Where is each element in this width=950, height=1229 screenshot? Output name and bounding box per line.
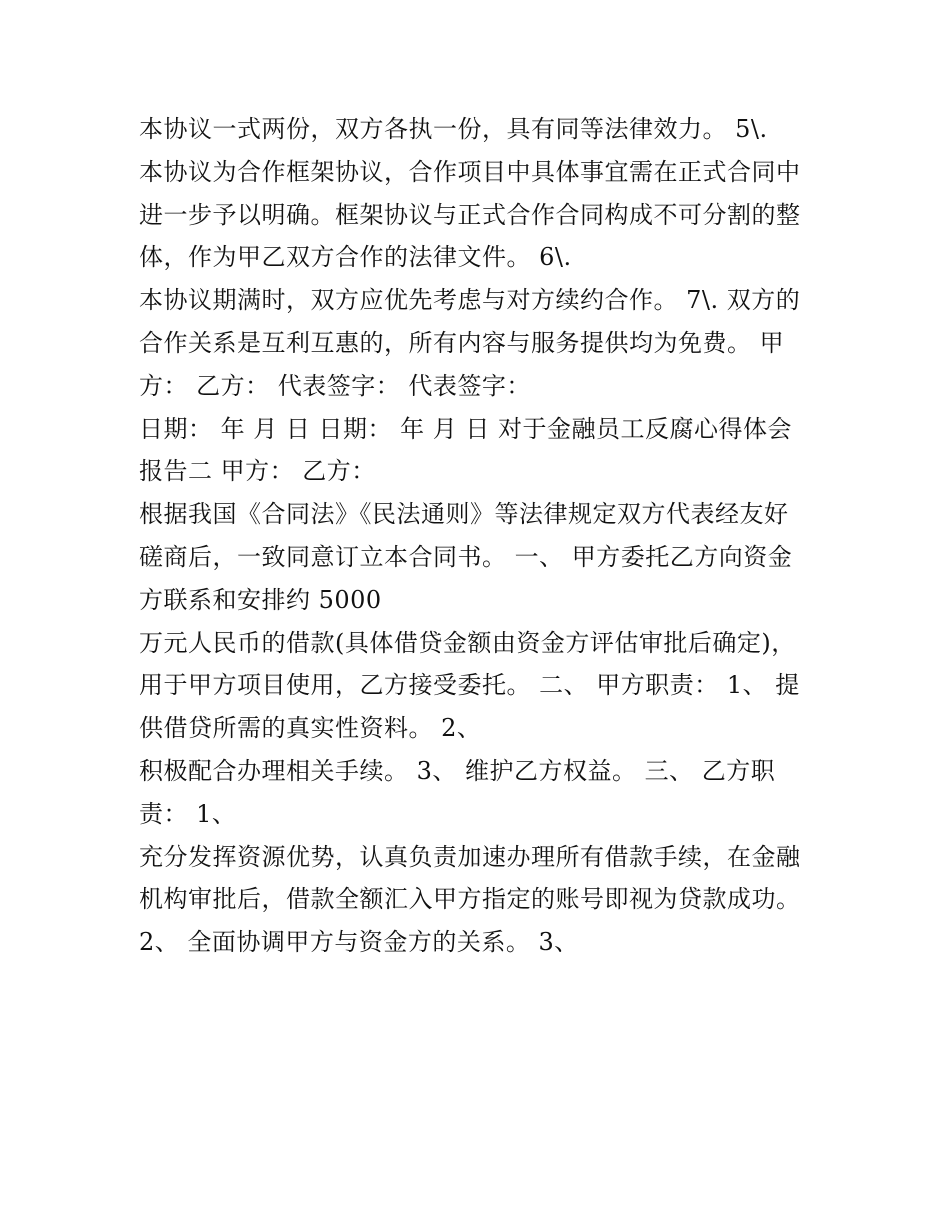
document-body xyxy=(139,108,829,964)
text-line-20: 2、 全面协调甲方与资金方的关系。 3、 xyxy=(139,928,579,957)
text-line-19: 机构审批后，借款全额汇入甲方指定的账号即视为贷款成功。 xyxy=(139,885,801,914)
text-line-1: 本协议一式两份，双方各执一份，具有同等法律效力。 5\. xyxy=(139,115,768,143)
text-line-11: 磋商后，一致同意订立本合同书。 一、 甲方委托乙方向资金 xyxy=(139,542,793,571)
text-line-6: 合作关系是互利互惠的，所有内容与服务提供均为免费。 甲 xyxy=(139,328,785,357)
text-line-8: 日期： 年 月 日 日期： 年 月 日 对于金融员工反腐心得体会 xyxy=(139,414,793,443)
text-line-17: 责： 1、 xyxy=(139,799,237,828)
text-line-3: 进一步予以明确。框架协议与正式合作合同构成不可分割的整 xyxy=(139,200,801,229)
text-line-15: 供借贷所需的真实性资料。 2、 xyxy=(139,714,482,743)
text-line-2: 本协议为合作框架协议，合作项目中具体事宜需在正式合同中 xyxy=(139,157,801,186)
text-line-14: 用于甲方项目使用，乙方接受委托。 二、 甲方职责： 1、 提 xyxy=(139,671,800,700)
text-line-9: 报告二 甲方： 乙方： xyxy=(139,457,376,486)
text-line-12: 方联系和安排约 5000 xyxy=(139,585,382,614)
text-line-7: 方： 乙方： 代表签字： 代表签字： xyxy=(139,371,531,400)
text-line-5: 本协议期满时，双方应优先考虑与对方续约合作。 7\. 双方的 xyxy=(139,286,801,315)
text-line-13: 万元人民币的借款(具体借贷金额由资金方评估审批后确定)， xyxy=(139,628,796,657)
text-line-18: 充分发挥资源优势，认真负责加速办理所有借款手续，在金融 xyxy=(139,842,801,871)
text-line-4: 体，作为甲乙双方合作的法律文件。 6\. xyxy=(139,243,572,272)
text-line-16: 积极配合办理相关手续。 3、 维护乙方权益。 三、 乙方职 xyxy=(139,756,776,785)
text-line-10: 根据我国《合同法》《民法通则》等法律规定双方代表经友好 xyxy=(139,500,789,529)
